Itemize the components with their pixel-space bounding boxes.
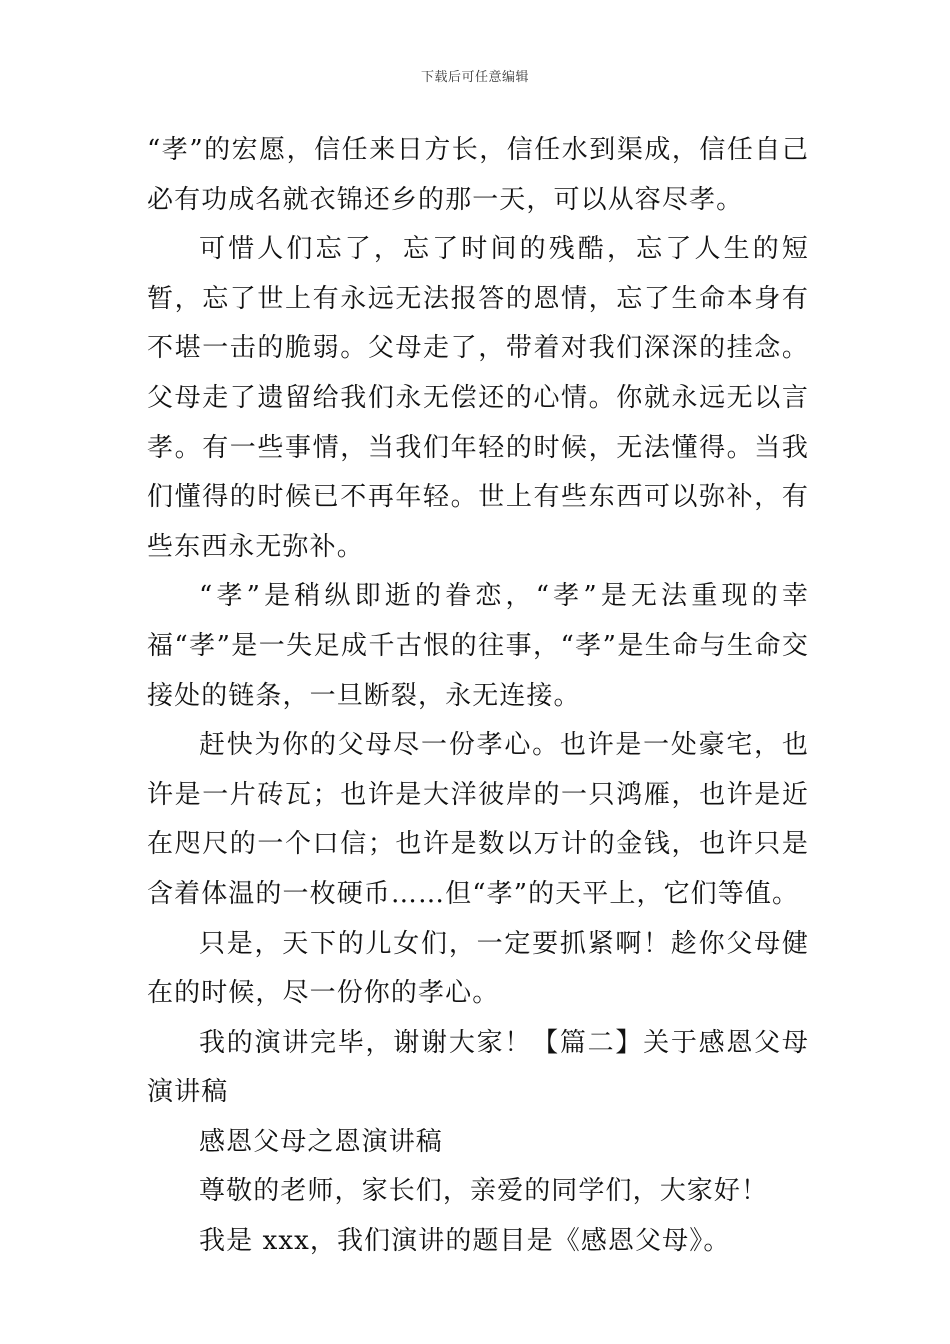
paragraph: 我的演讲完毕，谢谢大家！【篇二】关于感恩父母演讲稿 (147, 1027, 809, 1108)
paragraph: 我是 xxx，我们演讲的题目是《感恩父母》。 (199, 1226, 731, 1257)
paragraph: 赶快为你的父母尽一份孝心。也许是一处豪宅，也许是一片砖瓦；也许是大洋彼岸的一只鸿雁，也许是近在咫尺的一个口信；也许是数以万计的金钱，也许只是含着体温的一枚硬币……但“孝”的天平上，它们等值。 (147, 730, 809, 909)
section-title: 感恩父母之恩演讲稿 (199, 1126, 443, 1157)
paragraph: “孝”是稍纵即逝的眷恋，“孝”是无法重现的幸福“孝”是一失足成千古恨的往事，“孝”是生命与生命交接处的链条，一旦断裂，永无连接。 (147, 581, 809, 711)
paragraph: “孝”的宏愿，信任来日方长，信任水到渠成，信任自己必有功成名就衣锦还乡的那一天，可以从容尽孝。 (147, 135, 809, 215)
header-note: 下载后可任意编辑 (420, 70, 529, 85)
paragraph: 可惜人们忘了，忘了时间的残酷，忘了人生的短暂，忘了世上有永远无法报答的恩情，忘了生命本身有不堪一击的脆弱。父母走了，带着对我们深深的挂念。父母走了遗留给我们永无偿还的心情。你就永远无以言孝。有一些事情，当我们年轻的时候，无法懂得。当我们懂得的时候已不再年轻。世上有些东西可以弥补，有些东西永无弥补。 (147, 234, 809, 562)
greeting: 尊敬的老师，家长们，亲爱的同学们，大家好！ (199, 1176, 769, 1207)
paragraph: 只是，天下的儿女们，一定要抓紧啊！趁你父母健在的时候，尽一份你的孝心。 (147, 928, 809, 1009)
document-body (147, 126, 809, 1267)
